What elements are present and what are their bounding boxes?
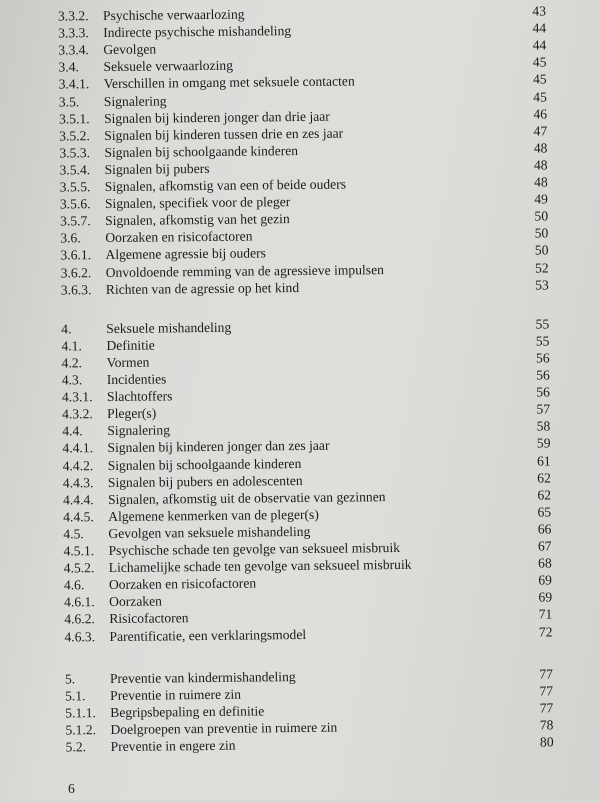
toc-entry-title: Slachtoffers [106, 388, 173, 405]
toc-entry-page: 45 [533, 88, 547, 105]
toc-entry-number: 4.6. [63, 577, 85, 593]
toc-entry-title: Signalen bij schoolgaande kinderen [104, 142, 299, 160]
toc-entry-title: Pleger(s) [107, 405, 157, 422]
toc-entry-number: 3.5.1. [58, 110, 90, 127]
toc-entry-number: 3.6.1. [60, 247, 92, 263]
toc-entry-title: Definitie [106, 337, 155, 353]
toc-entry-number: 5. [64, 670, 76, 687]
toc-entry-title: Onvoldoende remming van de agressieve impulsen [105, 261, 384, 280]
toc-entry-title: Preventie in ruimere zin [110, 686, 242, 703]
toc-entry-page: 44 [532, 37, 547, 53]
toc-entry [66, 733, 554, 756]
toc-entry-page: 48 [533, 140, 548, 156]
toc-entry-number: 3.3.3. [58, 25, 89, 41]
toc-entry-page: 69 [538, 589, 553, 605]
toc-entry-number: 3.5.6. [59, 196, 91, 212]
toc-entry-title: Risicofactoren [109, 610, 189, 627]
toc-entry-number: 3.4.1. [58, 76, 90, 92]
toc-entry-page: 69 [538, 572, 552, 588]
toc-entry-title: Signalen, afkomstig van een of beide ouders [104, 176, 347, 195]
toc-entry-title: Gevolgen van seksuele mishandeling [108, 523, 311, 541]
toc-entry-number: 4.3.1. [61, 389, 93, 405]
toc-entry-number: 3.5.2. [59, 127, 90, 144]
toc-entry-title: Verschillen in omgang met seksuele contacten [103, 73, 355, 92]
toc-entry-title: Parentificatie, een verklaringsmodel [109, 626, 307, 644]
toc-entry-title: Doelgroepen van preventie in ruimere zin [110, 719, 338, 737]
toc-entry-page: 55 [535, 333, 550, 349]
toc-entry-title: Lichamelijke schade ten gevolge van seksueel misbruik [108, 556, 412, 576]
toc-entry-number: 3.3.2. [57, 8, 89, 24]
toc-entry-number: 4.2. [61, 355, 83, 371]
toc-entry-page: 58 [536, 418, 551, 434]
toc-entry-page: 67 [537, 538, 552, 554]
toc-entry-page: 53 [535, 276, 549, 293]
toc-entry-number: 3.5.4. [59, 162, 91, 178]
toc-entry-number: 5.1.2. [65, 722, 97, 738]
toc-entry-title: Oorzaken en risicofactoren [108, 575, 257, 593]
toc-entry [61, 276, 549, 299]
toc-entry-title: Oorzaken [109, 593, 163, 610]
toc-entry-number: 3.3.4. [58, 42, 89, 58]
toc-entry-page: 66 [537, 521, 552, 537]
toc-entry-title: Vormen [106, 354, 150, 370]
toc-entry-title: Seksuele mishandeling [106, 319, 232, 336]
toc-entry-number: 4.4.2. [62, 457, 94, 473]
toc-entry-number: 3.5.5. [59, 179, 91, 195]
toc-entry-page: 56 [536, 384, 551, 400]
toc-entry-page: 59 [536, 435, 551, 451]
toc-entry-page: 49 [534, 191, 548, 207]
toc-entry-page: 77 [539, 683, 554, 699]
toc-entry-number: 4.1. [61, 338, 82, 354]
toc-entry-page: 71 [538, 606, 553, 622]
toc-entry-page: 56 [535, 350, 550, 366]
toc-entry-page: 48 [534, 174, 548, 190]
toc-entry-page: 56 [536, 367, 550, 383]
toc-entry-number: 4.5. [63, 526, 84, 542]
toc-entry-number: 4.5.2. [63, 560, 95, 576]
toc-entry-page: 44 [532, 20, 547, 36]
toc-entry-number: 4.4.4. [62, 491, 94, 508]
toc-entry-number: 3.6. [60, 230, 81, 246]
toc-entry-number: 4.4.3. [62, 474, 94, 491]
toc-entry-page: 45 [532, 54, 547, 70]
toc-entry-page: 43 [532, 3, 547, 19]
toc-entry-title: Signalen, afkomstig uit de observatie van gezinnen [107, 488, 386, 507]
toc-entry-number: 4. [61, 321, 72, 337]
toc-entry-title: Signalering [103, 92, 167, 109]
toc-entry-title: Signalen bij kinderen tussen drie en zes jaar [104, 125, 344, 143]
toc-entry-title: Algemene agressie bij ouders [105, 245, 266, 263]
toc-entry-page: 72 [538, 623, 553, 640]
toc-entry-number: 5.1.1. [65, 704, 96, 721]
toc-entry-page: 50 [534, 225, 549, 241]
toc-entry-page: 68 [538, 555, 552, 571]
toc-entry-title: Signalering [107, 422, 171, 439]
toc-entry-page: 55 [535, 316, 550, 332]
toc-entry-page: 61 [536, 452, 551, 469]
toc-entry-page: 46 [533, 105, 548, 122]
toc-entry-number: 3.4. [58, 59, 79, 75]
toc-entry-title: Gevolgen [103, 41, 157, 58]
toc-entry-number: 4.4.5. [63, 508, 94, 525]
toc-entry-number: 3.5.7. [60, 213, 91, 229]
toc-entry-page: 62 [537, 469, 551, 486]
toc-entry-page: 80 [539, 734, 554, 750]
toc-entry-page: 47 [533, 123, 548, 139]
toc-entry-number: 4.6.1. [64, 594, 95, 610]
toc-entry-title: Begripsbepaling en definitie [110, 703, 265, 720]
toc-entry-number: 3.6.3. [60, 281, 92, 298]
toc-entry-page: 45 [532, 71, 547, 87]
toc-entry-title: Signalen bij pubers [104, 160, 210, 177]
toc-entry-title: Indirecte psychische mishandeling [103, 23, 292, 41]
toc-entry-number: 4.6.3. [64, 628, 96, 644]
toc-entry-title: Preventie van kindermishandeling [109, 668, 296, 686]
toc-entry-title: Psychische schade ten gevolge van seksueel misbruik [108, 539, 401, 559]
toc-entry-number: 4.4. [62, 423, 83, 439]
toc-entry-title: Seksuele verwaarlozing [103, 57, 234, 75]
toc-entry-number: 3.6.2. [60, 264, 92, 280]
toc-entry-number: 4.3. [61, 372, 83, 388]
toc-entry-title: Psychische verwaarlozing [102, 6, 245, 24]
toc-entry-title: Signalen bij kinderen jonger dan zes jaar [107, 438, 330, 456]
toc-entry-page: 77 [539, 700, 554, 716]
toc-entry-title: Signalen, specifiek voor de pleger [104, 194, 291, 212]
toc-entry-title: Oorzaken en risicofactoren [105, 228, 253, 246]
toc-entry-number: 4.4.1. [62, 440, 94, 456]
toc-entry-page: 50 [534, 242, 549, 258]
toc-entry-number: 3.5.3. [59, 144, 91, 161]
toc-entry-title: Incidenties [106, 371, 167, 388]
toc-entry-title: Signalen bij pubers en adolescenten [107, 472, 303, 490]
toc-entry-page: 62 [537, 487, 552, 503]
toc-entry-page: 78 [539, 717, 554, 733]
toc-entry-number: 4.6.2. [64, 611, 95, 627]
page-number-footer: 6 [68, 781, 75, 796]
toc-entry [64, 623, 552, 646]
toc-entry-page: 57 [536, 401, 551, 417]
toc-entry-page: 65 [537, 504, 552, 520]
toc-entry-title: Signalen bij schoolgaande kinderen [107, 455, 302, 473]
toc-entry-number: 4.3.2. [62, 406, 93, 422]
toc-entry-title: Signalen bij kinderen jonger dan drie jaar [103, 108, 330, 126]
toc-entry-number: 5.1. [65, 687, 86, 704]
toc-entry-title: Preventie in engere zin [110, 737, 236, 755]
toc-entry-number: 4.5.1. [63, 543, 95, 559]
toc-entry-title: Algemene kenmerken van de pleger(s) [108, 506, 319, 524]
toc-entry-number: 3.5. [58, 93, 80, 110]
toc-entry-title: Signalen, afkomstig van het gezin [105, 211, 290, 229]
toc-entry-page: 52 [534, 259, 549, 276]
toc-entry-number: 5.2. [65, 739, 87, 755]
toc-entry-page: 77 [539, 665, 553, 682]
toc-entry-page: 48 [533, 157, 548, 173]
toc-entry-title: Richten van de agressie op het kind [105, 279, 300, 297]
toc-entry-page: 50 [534, 208, 549, 224]
